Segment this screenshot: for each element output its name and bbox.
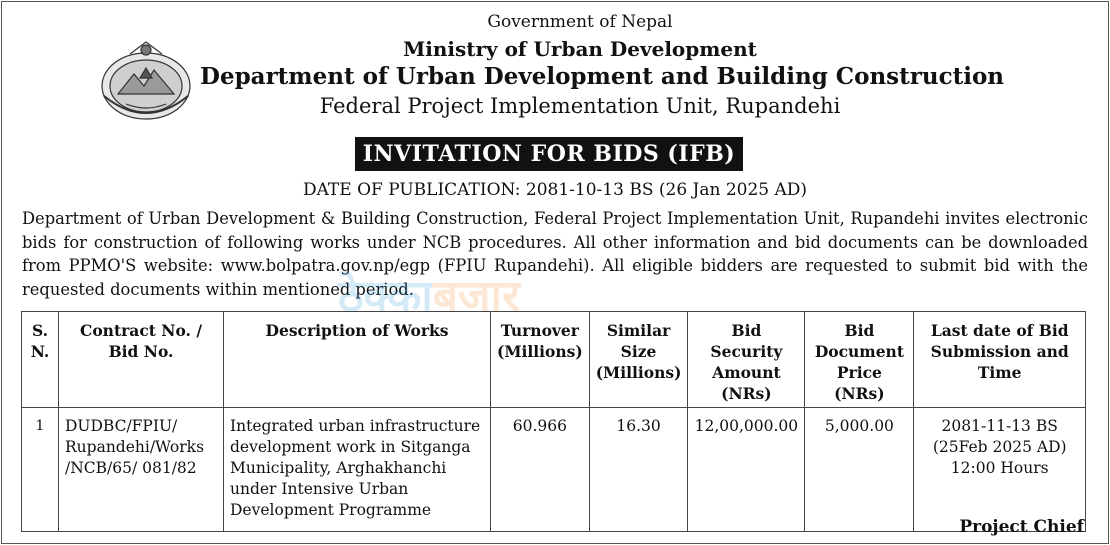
- watermark-part-2: बजार: [432, 271, 520, 322]
- signatory: Project Chief: [959, 517, 1084, 537]
- cell-description: Integrated urban infrastructure development work in Sitganga Municipality, Arghakhanchi under Intensive Urban Development Programme: [224, 408, 491, 532]
- cell-sn: 1: [22, 408, 59, 532]
- column-header-description: Description of Works: [224, 312, 491, 408]
- department-heading: Department of Urban Development and Building Construction: [200, 63, 1005, 90]
- watermark-part-1: ठेक्का: [338, 271, 433, 322]
- ministry-heading: Ministry of Urban Development: [403, 37, 757, 61]
- ifb-title-banner: INVITATION FOR BIDS (IFB): [355, 137, 743, 171]
- cell-bid-document-price: 5,000.00: [805, 408, 914, 532]
- cell-last-date: 2081-11-13 BS (25Feb 2025 AD) 12:00 Hours: [914, 408, 1086, 532]
- table-header-row: [22, 312, 1086, 408]
- notice-body: Department of Urban Development & Building Construction, Federal Project Implementation Unit, Rupandehi invites electronic bids for construction of following works under NCB procedures. All other information and bid documents can be downloaded from PPMO'S website: www.bolpatra.gov.np/egp (FPIU Rupandehi). All eligible bidders are requested to submit bid with the requested documents within mentioned period.: [22, 209, 1088, 299]
- unit-heading: Federal Project Implementation Unit, Rupandehi: [319, 94, 841, 118]
- column-header-contract-no: Contract No. / Bid No.: [59, 312, 224, 408]
- column-header-last-date: Last date of Bid Submission and Time: [914, 312, 1086, 408]
- column-header-bid-security: Bid Security Amount (NRs): [688, 312, 805, 408]
- column-header-bid-document-price: Bid Document Price (NRs): [805, 312, 914, 408]
- cell-contract-no: DUDBC/FPIU/ Rupandehi/Works /NCB/65/ 081/82: [59, 408, 224, 532]
- cell-turnover: 60.966: [491, 408, 590, 532]
- table-row: [22, 408, 1086, 532]
- bid-table: [21, 311, 1086, 532]
- column-header-turnover: Turnover (Millions): [491, 312, 590, 408]
- cell-similar-size: 16.30: [589, 408, 688, 532]
- nepal-emblem-icon: [96, 34, 196, 124]
- column-header-similar-size: Similar Size (Millions): [589, 312, 688, 408]
- column-header-sn: S. N.: [22, 312, 59, 408]
- publication-date: DATE OF PUBLICATION: 2081-10-13 BS (26 Jan 2025 AD): [302, 180, 808, 200]
- government-heading: Government of Nepal: [487, 12, 673, 32]
- cell-bid-security: 12,00,000.00: [688, 408, 805, 532]
